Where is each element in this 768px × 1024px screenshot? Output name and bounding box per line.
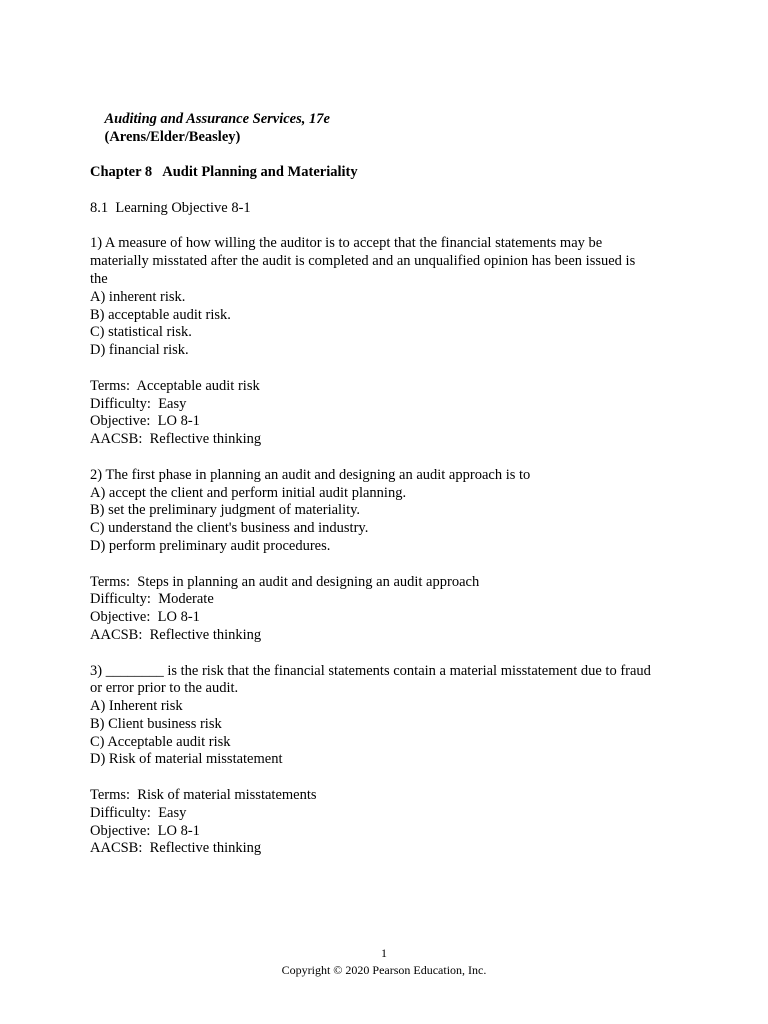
page-number: 1	[381, 946, 387, 960]
question-stem-line: 3) ________ is the risk that the financial statements contain a material misstatement due to fraud	[90, 662, 651, 679]
chapter-title: Chapter 8 Audit Planning and Materiality	[90, 164, 358, 181]
answer-option: B) set the preliminary judgment of materiality.	[90, 502, 361, 519]
question-meta: Objective: LO 8-1	[90, 822, 200, 839]
question-stem-line: or error prior to the audit.	[90, 680, 239, 697]
question-stem-line: materially misstated after the audit is completed and an unqualified opinion has been issued is	[90, 253, 636, 270]
question-stem-line: 2) The first phase in planning an audit and designing an audit approach is to	[90, 466, 531, 483]
answer-option: C) understand the client's business and industry.	[90, 520, 369, 537]
question-meta: Objective: LO 8-1	[90, 609, 200, 626]
question-meta: Difficulty: Moderate	[90, 591, 214, 608]
question-meta: Difficulty: Easy	[90, 804, 187, 821]
answer-option: B) acceptable audit risk.	[90, 306, 231, 323]
question-meta: Terms: Steps in planning an audit and designing an audit approach	[90, 573, 480, 590]
question-meta: Difficulty: Easy	[90, 395, 187, 412]
question-block	[90, 663, 690, 859]
question-stem-line: the	[90, 270, 108, 287]
answer-option: C) Acceptable audit risk	[90, 733, 231, 750]
answer-option: C) statistical risk.	[90, 324, 192, 341]
question-list	[90, 235, 690, 858]
answer-option: A) Inherent risk	[90, 698, 183, 715]
answer-option: D) perform preliminary audit procedures.	[90, 537, 331, 554]
question-block	[90, 467, 690, 663]
book-authors: (Arens/Elder/Beasley)	[104, 128, 241, 145]
section-heading: 8.1 Learning Objective 8-1	[90, 199, 251, 216]
question-meta: AACSB: Reflective thinking	[90, 431, 262, 448]
question-meta: Terms: Acceptable audit risk	[90, 377, 260, 394]
book-header	[90, 93, 690, 164]
answer-option: D) financial risk.	[90, 342, 189, 359]
book-title: Auditing and Assurance Services, 17e	[104, 110, 330, 127]
copyright-notice: Copyright © 2020 Pearson Education, Inc.	[281, 963, 487, 977]
answer-option: A) accept the client and perform initial audit planning.	[90, 484, 407, 501]
answer-option: B) Client business risk	[90, 715, 222, 732]
question-meta: Terms: Risk of material misstatements	[90, 787, 317, 804]
document-page	[90, 93, 690, 858]
question-meta: AACSB: Reflective thinking	[90, 626, 262, 643]
answer-option: A) inherent risk.	[90, 288, 186, 305]
question-block	[90, 235, 690, 466]
question-stem-line: 1) A measure of how willing the auditor is to accept that the financial statements may be	[90, 235, 603, 252]
answer-option: D) Risk of material misstatement	[90, 751, 283, 768]
question-meta: Objective: LO 8-1	[90, 413, 200, 430]
question-meta: AACSB: Reflective thinking	[90, 840, 262, 857]
